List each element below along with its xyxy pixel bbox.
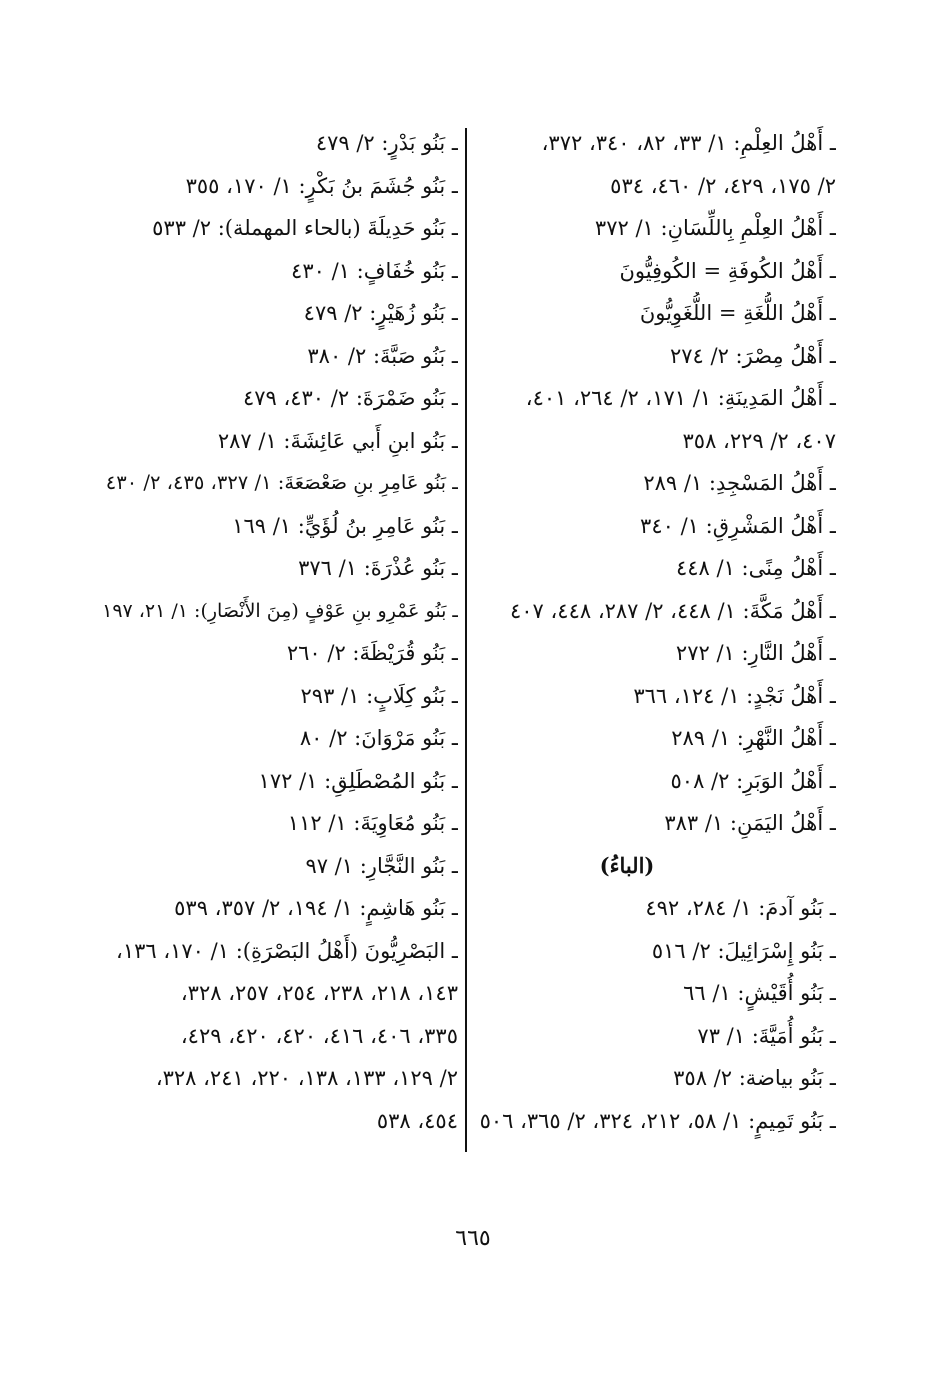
index-entry: ـ أَهْلُ الكُوفَةِ = الكُوفِيُّونَ — [619, 258, 836, 283]
index-entry: ـ بَنُو زُهَيْرٍ: ٢/ ٤٧٩ — [303, 301, 458, 325]
index-entry-continuation: ٤٠٧، ٢/ ٢٢٩، ٣٥٨ — [682, 428, 836, 453]
index-entry: ـ أَهْلُ نَجْدٍ: ١/ ١٢٤، ٣٦٦ — [633, 683, 836, 708]
index-entry: ـ بَنُو قُرَيْظَةَ: ٢/ ٢٦٠ — [286, 641, 458, 665]
index-entry: ـ بَنُو إِسْرَائِيلَ: ٢/ ٥١٦ — [651, 938, 836, 963]
index-entry: ـ بَنُو أُمَيَّةَ: ١/ ٧٣ — [697, 1023, 836, 1048]
index-column-right — [478, 122, 836, 1142]
index-entry: ـ بَنُو مَرْوَانَ: ٢/ ٨٠ — [299, 726, 458, 750]
index-entry: ـ بَنُو بياضة: ٢/ ٣٥٨ — [673, 1066, 836, 1090]
index-entry: ـ بَنُو كِلَابٍ: ١/ ٢٩٣ — [300, 683, 458, 708]
index-entry: ـ بَنُو عَامِرِ بنِ صَعْصَعَةَ: ١/ ٣٢٧، ٤٣٥، ٢/ ٤٣٠ — [105, 471, 458, 494]
index-entry: ـ بَنُو تَمِيمٍ: ١/ ٥٨، ٢١٢، ٣٢٤، ٢/ ٣٦٥، ٥٠٦ — [479, 1108, 836, 1133]
index-entry: ـ بَنُو جُشَمَ بنُ بَكْرٍ: ١/ ١٧٠، ٣٥٥ — [185, 173, 458, 198]
index-entry: ـ البَصْرِيُّونَ (أَهْلُ البَصْرَةِ): ١/ ١٧٠، ١٣٦، — [116, 938, 458, 963]
index-entry-continuation: ٢/ ١٢٩، ١٣٣، ١٣٨، ٢٢٠، ٢٤١، ٣٢٨، — [155, 1066, 458, 1090]
index-entry: ـ بَنُو عَامِرِ بنُ لُؤَيٍّ: ١/ ١٦٩ — [232, 513, 458, 538]
index-entry: ـ أَهْلُ النَّارِ: ١/ ٢٧٢ — [675, 641, 836, 665]
index-entry: ـ أَهْلُ المَدِينَةِ: ١/ ١٧١، ٢/ ٢٦٤، ٤٠١، — [525, 386, 836, 410]
index-entry: ـ بَنُو حَدِيلَةَ (بالحاء المهملة): ٢/ ٥٣٣ — [152, 216, 458, 240]
index-entry: ـ بَنُو بَدْرٍ: ٢/ ٤٧٩ — [315, 131, 458, 155]
index-entry: ـ بَنُو آدمَ: ١/ ٢٨٤، ٤٩٢ — [645, 896, 836, 920]
index-entry: ـ بَنُو ضَمْرَةَ: ٢/ ٤٣٠، ٤٧٩ — [242, 386, 458, 410]
index-entry: ـ أَهْلُ مِنًى: ١/ ٤٤٨ — [675, 556, 836, 580]
index-entry: ـ أَهْلُ العِلْمِ بِاللِّسَانِ: ١/ ٣٧٢ — [594, 216, 836, 240]
index-entry: ـ بَنُو أُقَيْشٍ: ١/ ٦٦ — [683, 981, 836, 1005]
page-number: ٦٦٥ — [455, 1226, 491, 1251]
index-entry: ـ أَهْلُ اليَمَنِ: ١/ ٣٨٣ — [664, 811, 836, 835]
index-entry: ـ أَهْلُ مَكَّةَ: ١/ ٤٤٨، ٢/ ٢٨٧، ٤٤٨، ٤٠٧ — [510, 598, 836, 623]
index-entry: ـ بَنُو هَاشِمٍ: ١/ ١٩٤، ٢/ ٣٥٧، ٥٣٩ — [174, 896, 458, 920]
index-entry: ـ أَهْلُ المَشْرِقِ: ١/ ٣٤٠ — [640, 513, 836, 538]
index-entry: ـ بَنُو عَمْرِو بنِ عَوْفٍ (مِنَ الأَنْصَارِ): ١/ ٢١، ١٩٧ — [102, 599, 458, 622]
index-entry: ـ بَنُو عُذْرَةَ: ١/ ٣٧٦ — [298, 556, 458, 580]
column-divider — [465, 128, 467, 1152]
index-entry-continuation: ٢/ ١٧٥، ٤٢٩، ٢/ ٤٦٠، ٥٣٤ — [610, 173, 836, 198]
index-entry: ـ بَنُو مُعَاوِيَةَ: ١/ ١١٢ — [287, 811, 458, 835]
index-entry: ـ بَنُو صَبَّةَ: ٢/ ٣٨٠ — [307, 343, 458, 368]
index-entry: ـ أَهْلُ المَسْجِدِ: ١/ ٢٨٩ — [643, 471, 836, 495]
index-entry-continuation: ٤٥٤، ٥٣٨ — [376, 1108, 458, 1133]
index-entry: ـ بَنُو المُصْطَلِقِ: ١/ ١٧٢ — [258, 768, 458, 793]
index-entry: ـ أَهْلُ العِلْمِ: ١/ ٣٣، ٨٢، ٣٤٠، ٣٧٢، — [541, 131, 836, 155]
index-entry: ـ بَنُو خُفَافٍ: ١/ ٤٣٠ — [291, 258, 458, 283]
index-entry: ـ بَنُو ابنِ أَبي عَائِشَةَ: ١/ ٢٨٧ — [217, 428, 458, 453]
index-entry-continuation: ١٤٣، ٢١٨، ٢٣٨، ٢٥٤، ٢٥٧، ٣٢٨، — [180, 981, 458, 1005]
index-entry: ـ أَهْلُ اللُّغَةِ = اللُّغَوِيُّونَ — [639, 301, 836, 325]
index-entry: ـ أَهْلُ النَّهْرِ: ١/ ٢٨٩ — [671, 726, 836, 750]
index-entry-continuation: ٣٣٥، ٤٠٦، ٤١٦، ٤٢٠، ٤٢٠، ٤٢٩، — [180, 1023, 458, 1048]
index-entry: ـ بَنُو النَّجَّارِ: ١/ ٩٧ — [305, 853, 458, 878]
section-heading: (الباءُ) — [599, 852, 655, 878]
index-column-left — [98, 122, 458, 1142]
index-entry: ـ أَهْلُ الوَبَرِ: ٢/ ٥٠٨ — [670, 768, 836, 793]
index-entry: ـ أَهْلُ مِصْرَ: ٢/ ٢٧٤ — [669, 343, 836, 368]
